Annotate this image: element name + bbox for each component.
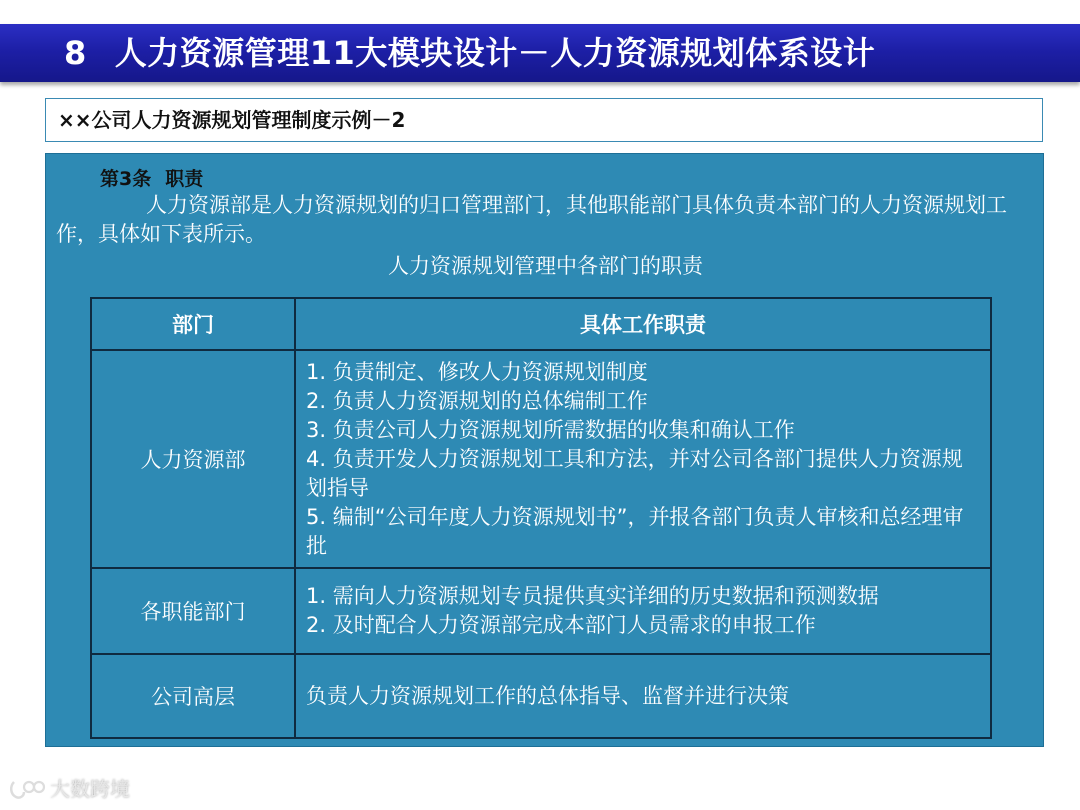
duties-cell [295,654,991,738]
table-caption: 人力资源规划管理中各部门的职责 [388,254,703,278]
duties-cell [295,568,991,654]
dept-cell: 公司高层 [91,654,295,738]
watermark [8,775,130,803]
duty-item: 3. 负责公司人力资源规划所需数据的收集和确认工作 [306,417,795,442]
table-row [91,350,991,568]
title-label: 人力资源管理11大模块设计－人力资源规划体系设计 [114,34,876,72]
article-label: 第3条 [100,168,152,190]
title-bar [0,24,1080,82]
subtitle: ××公司人力资源规划管理制度示例－2 [58,108,406,132]
duty-item: 1. 负责制定、修改人力资源规划制度 [306,359,648,384]
page-title [64,24,875,82]
section-number: 8 [64,34,87,72]
table-header-row [91,298,991,350]
duty-item: 2. 负责人力资源规划的总体编制工作 [306,388,648,413]
dept-cell: 各职能部门 [91,568,295,654]
table-row [91,654,991,738]
duty-item: 5. 编制“公司年度人力资源规划书”，并报各部门负责人审核和总经理审批 [306,504,964,558]
header-department: 部门 [91,298,295,350]
duty-item: 负责人力资源规划工作的总体指导、监督并进行决策 [306,683,789,708]
table-row [91,568,991,654]
watermark-text: 大数跨境 [50,777,130,801]
article-heading [100,164,203,191]
duty-item: 4. 负责开发人力资源规划工具和方法，并对公司各部门提供人力资源规划指导 [306,446,963,500]
duty-item: 2. 及时配合人力资源部完成本部门人员需求的申报工作 [306,613,816,637]
duty-item: 1. 需向人力资源规划专员提供真实详细的历史数据和预测数据 [306,584,879,608]
article-body: 人力资源部是人力资源规划的归口管理部门，其他职能部门具体负责本部门的人力资源规划工作，具体如下表所示。 [56,193,1007,246]
brand-logo-icon [8,778,46,800]
duties-table [90,297,992,739]
dept-cell: 人力资源部 [91,350,295,568]
duties-cell [295,350,991,568]
article-title: 职责 [165,168,204,190]
content-panel [45,153,1044,747]
header-duties: 具体工作职责 [295,298,991,350]
subtitle-box [45,98,1043,142]
